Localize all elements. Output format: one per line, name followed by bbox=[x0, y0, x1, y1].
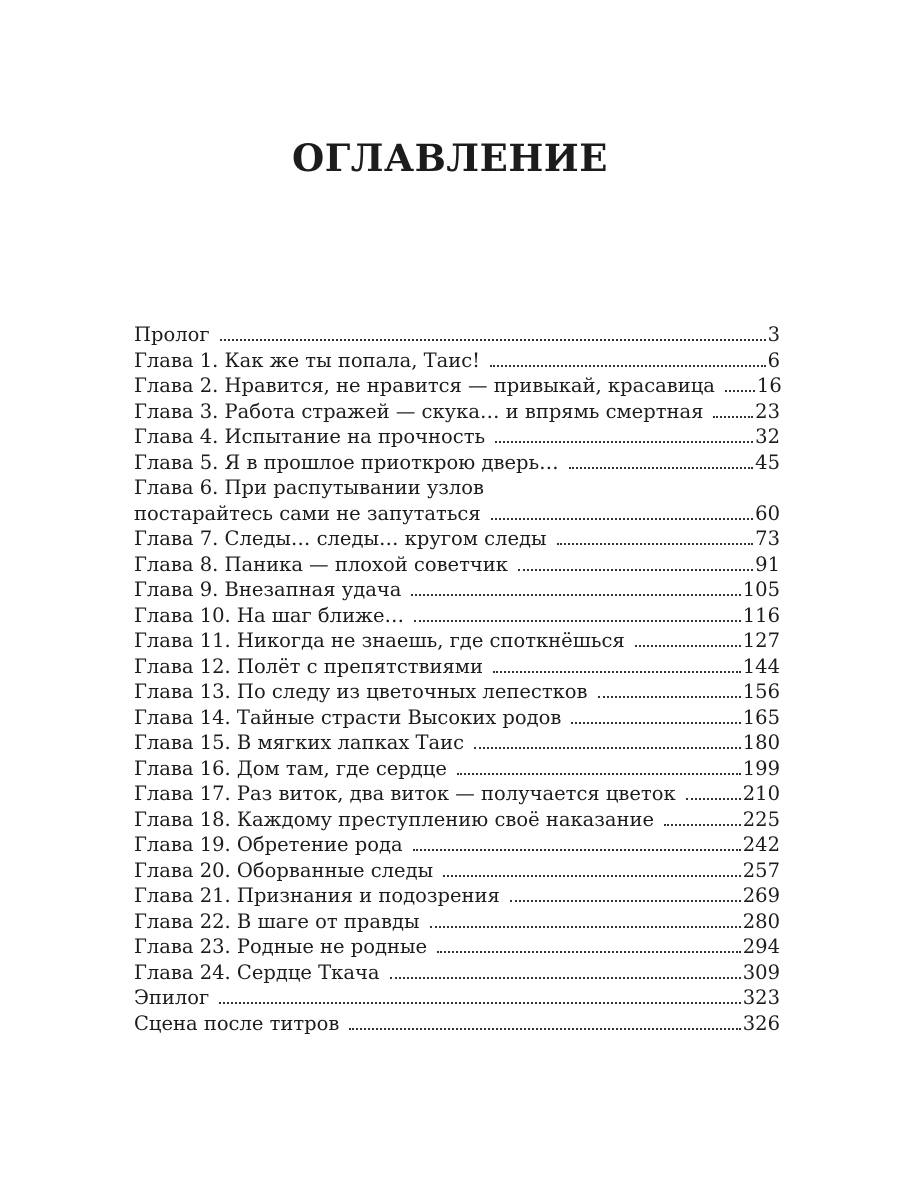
dot-leader bbox=[430, 926, 741, 928]
dot-leader bbox=[725, 390, 755, 392]
toc-entry-title: Глава 11. Никогда не знаешь, где споткнёшься bbox=[134, 629, 625, 652]
toc-entry-title: Глава 23. Родные не родные bbox=[134, 935, 428, 958]
dot-leader bbox=[493, 671, 741, 673]
toc-page-number: 257 bbox=[742, 858, 780, 882]
toc-entry-title: Глава 24. Сердце Ткача bbox=[134, 960, 380, 984]
toc-entry bbox=[134, 858, 780, 884]
toc-page-number: 309 bbox=[742, 960, 780, 984]
toc-entry bbox=[134, 373, 780, 399]
toc-entry bbox=[134, 399, 780, 425]
dot-leader bbox=[413, 849, 741, 851]
toc-entry-title: Глава 21. Признания и подозрения bbox=[134, 884, 500, 907]
toc-entry bbox=[134, 628, 780, 654]
toc-entry-title: Глава 12. Полёт с препятствиями bbox=[134, 654, 483, 678]
toc-entry bbox=[134, 450, 780, 476]
toc-entry-title: Глава 10. На шаг ближе… bbox=[134, 603, 405, 627]
dot-leader bbox=[349, 1028, 740, 1030]
toc-entry-title: Глава 7. Следы… следы… кругом следы bbox=[134, 527, 547, 550]
toc-entry-title: Глава 3. Работа стражей — скука… и впрямь смертная bbox=[134, 399, 704, 423]
toc-entry-title: Глава 2. Нравится, не нравится — привыкай, красавица bbox=[134, 374, 715, 397]
toc-page-number: 16 bbox=[756, 374, 782, 397]
toc-entry bbox=[134, 705, 780, 731]
toc-entry bbox=[134, 934, 780, 960]
toc-page-number: 180 bbox=[742, 731, 780, 754]
toc-entry-title: Глава 13. По следу из цветочных лепестков bbox=[134, 680, 588, 703]
toc-entry-title: Глава 19. Обретение рода bbox=[134, 833, 403, 856]
toc-page-number: 73 bbox=[755, 527, 780, 550]
dot-leader bbox=[474, 747, 741, 749]
toc-entry-title: Глава 20. Оборванные следы bbox=[134, 858, 434, 882]
toc-entry bbox=[134, 501, 780, 527]
toc-entry-title: Глава 16. Дом там, где сердце bbox=[134, 756, 447, 780]
toc-entry bbox=[134, 424, 780, 450]
toc-entry-title: Глава 9. Внезапная удача bbox=[134, 578, 402, 601]
dot-leader bbox=[664, 824, 741, 826]
toc-page-number: 45 bbox=[755, 450, 780, 474]
toc-entry-title: Глава 14. Тайные страсти Высоких родов bbox=[134, 705, 562, 729]
toc-entry-title: Глава 18. Каждому преступлению своё наказание bbox=[134, 807, 655, 831]
dot-leader bbox=[414, 620, 741, 622]
toc-entry bbox=[134, 781, 780, 807]
dot-leader bbox=[457, 773, 741, 775]
dot-leader bbox=[219, 1002, 741, 1004]
toc-page-number: 6 bbox=[767, 348, 780, 372]
toc-page-number: 225 bbox=[742, 807, 780, 831]
dot-leader bbox=[390, 977, 741, 979]
toc-entry-line bbox=[134, 475, 780, 501]
toc-entry-title: Глава 4. Испытание на прочность bbox=[134, 425, 486, 448]
dot-leader bbox=[220, 339, 766, 341]
toc-entry bbox=[134, 807, 780, 833]
toc-entry-title: Глава 6. При распутывании узлов bbox=[134, 476, 485, 499]
toc-page-number: 156 bbox=[742, 680, 780, 703]
toc-entry bbox=[134, 909, 780, 935]
page-title: ОГЛАВЛЕНИЕ bbox=[292, 136, 608, 180]
toc-entry bbox=[134, 730, 780, 756]
toc-entry-title: Глава 22. В шаге от правды bbox=[134, 909, 420, 933]
dot-leader bbox=[437, 951, 741, 953]
toc-entry bbox=[134, 985, 780, 1011]
toc-entry-title: Сцена после титров bbox=[134, 1011, 340, 1035]
dot-leader bbox=[557, 543, 754, 545]
toc-entry-title: Глава 8. Паника — плохой советчик bbox=[134, 552, 508, 576]
dot-leader bbox=[598, 696, 741, 698]
toc-entry-title: Глава 15. В мягких лапках Таис bbox=[134, 731, 465, 754]
dot-leader bbox=[490, 365, 766, 367]
toc-page-number: 105 bbox=[742, 578, 780, 601]
dot-leader bbox=[713, 416, 753, 418]
dot-leader bbox=[443, 875, 741, 877]
dot-leader bbox=[411, 594, 740, 596]
toc-page-number: 326 bbox=[742, 1011, 780, 1035]
toc-page-number: 116 bbox=[742, 603, 780, 627]
toc-entry bbox=[134, 960, 780, 986]
toc-page-number: 199 bbox=[742, 756, 780, 780]
toc-entry-title: Глава 1. Как же ты попала, Таис! bbox=[134, 348, 480, 372]
dot-leader bbox=[495, 441, 753, 443]
toc-entry bbox=[134, 654, 780, 680]
toc-page-number: 23 bbox=[755, 399, 780, 423]
dot-leader bbox=[686, 798, 741, 800]
toc-entry-title: Глава 5. Я в прошлое приоткрою дверь… bbox=[134, 450, 559, 474]
toc-entry bbox=[134, 679, 780, 705]
toc-entry bbox=[134, 832, 780, 858]
dot-leader bbox=[569, 467, 754, 469]
toc-entry-title: Эпилог bbox=[134, 986, 210, 1009]
toc-page-number: 165 bbox=[742, 705, 780, 729]
toc-entry bbox=[134, 1011, 780, 1037]
toc-page-number: 242 bbox=[742, 833, 780, 856]
toc-entry bbox=[134, 603, 780, 629]
toc-page-number: 3 bbox=[767, 323, 780, 346]
toc-entry bbox=[134, 577, 780, 603]
toc-page-number: 280 bbox=[742, 909, 780, 933]
toc-page-number: 32 bbox=[755, 425, 780, 448]
table-of-contents bbox=[134, 322, 780, 1036]
dot-leader bbox=[518, 569, 753, 571]
toc-page-number: 144 bbox=[742, 654, 780, 678]
toc-entry bbox=[134, 348, 780, 374]
dot-leader bbox=[635, 645, 741, 647]
toc-entry bbox=[134, 552, 780, 578]
toc-entry-title: постарайтесь сами не запутаться bbox=[134, 501, 481, 525]
toc-entry bbox=[134, 526, 780, 552]
toc-entry-title: Пролог bbox=[134, 323, 210, 346]
toc-page-number: 294 bbox=[742, 935, 780, 958]
toc-page-number: 269 bbox=[742, 884, 780, 907]
toc-entry bbox=[134, 322, 780, 348]
toc-page-number: 91 bbox=[755, 552, 780, 576]
dot-leader bbox=[510, 900, 741, 902]
toc-entry bbox=[134, 883, 780, 909]
toc-entry-title: Глава 17. Раз виток, два виток — получается цветок bbox=[134, 782, 676, 805]
toc-page-number: 60 bbox=[755, 501, 780, 525]
toc-page-number: 127 bbox=[742, 629, 780, 652]
toc-page-number: 323 bbox=[742, 986, 780, 1009]
dot-leader bbox=[491, 518, 754, 520]
dot-leader bbox=[571, 722, 740, 724]
toc-page-number: 210 bbox=[742, 782, 780, 805]
toc-entry bbox=[134, 756, 780, 782]
